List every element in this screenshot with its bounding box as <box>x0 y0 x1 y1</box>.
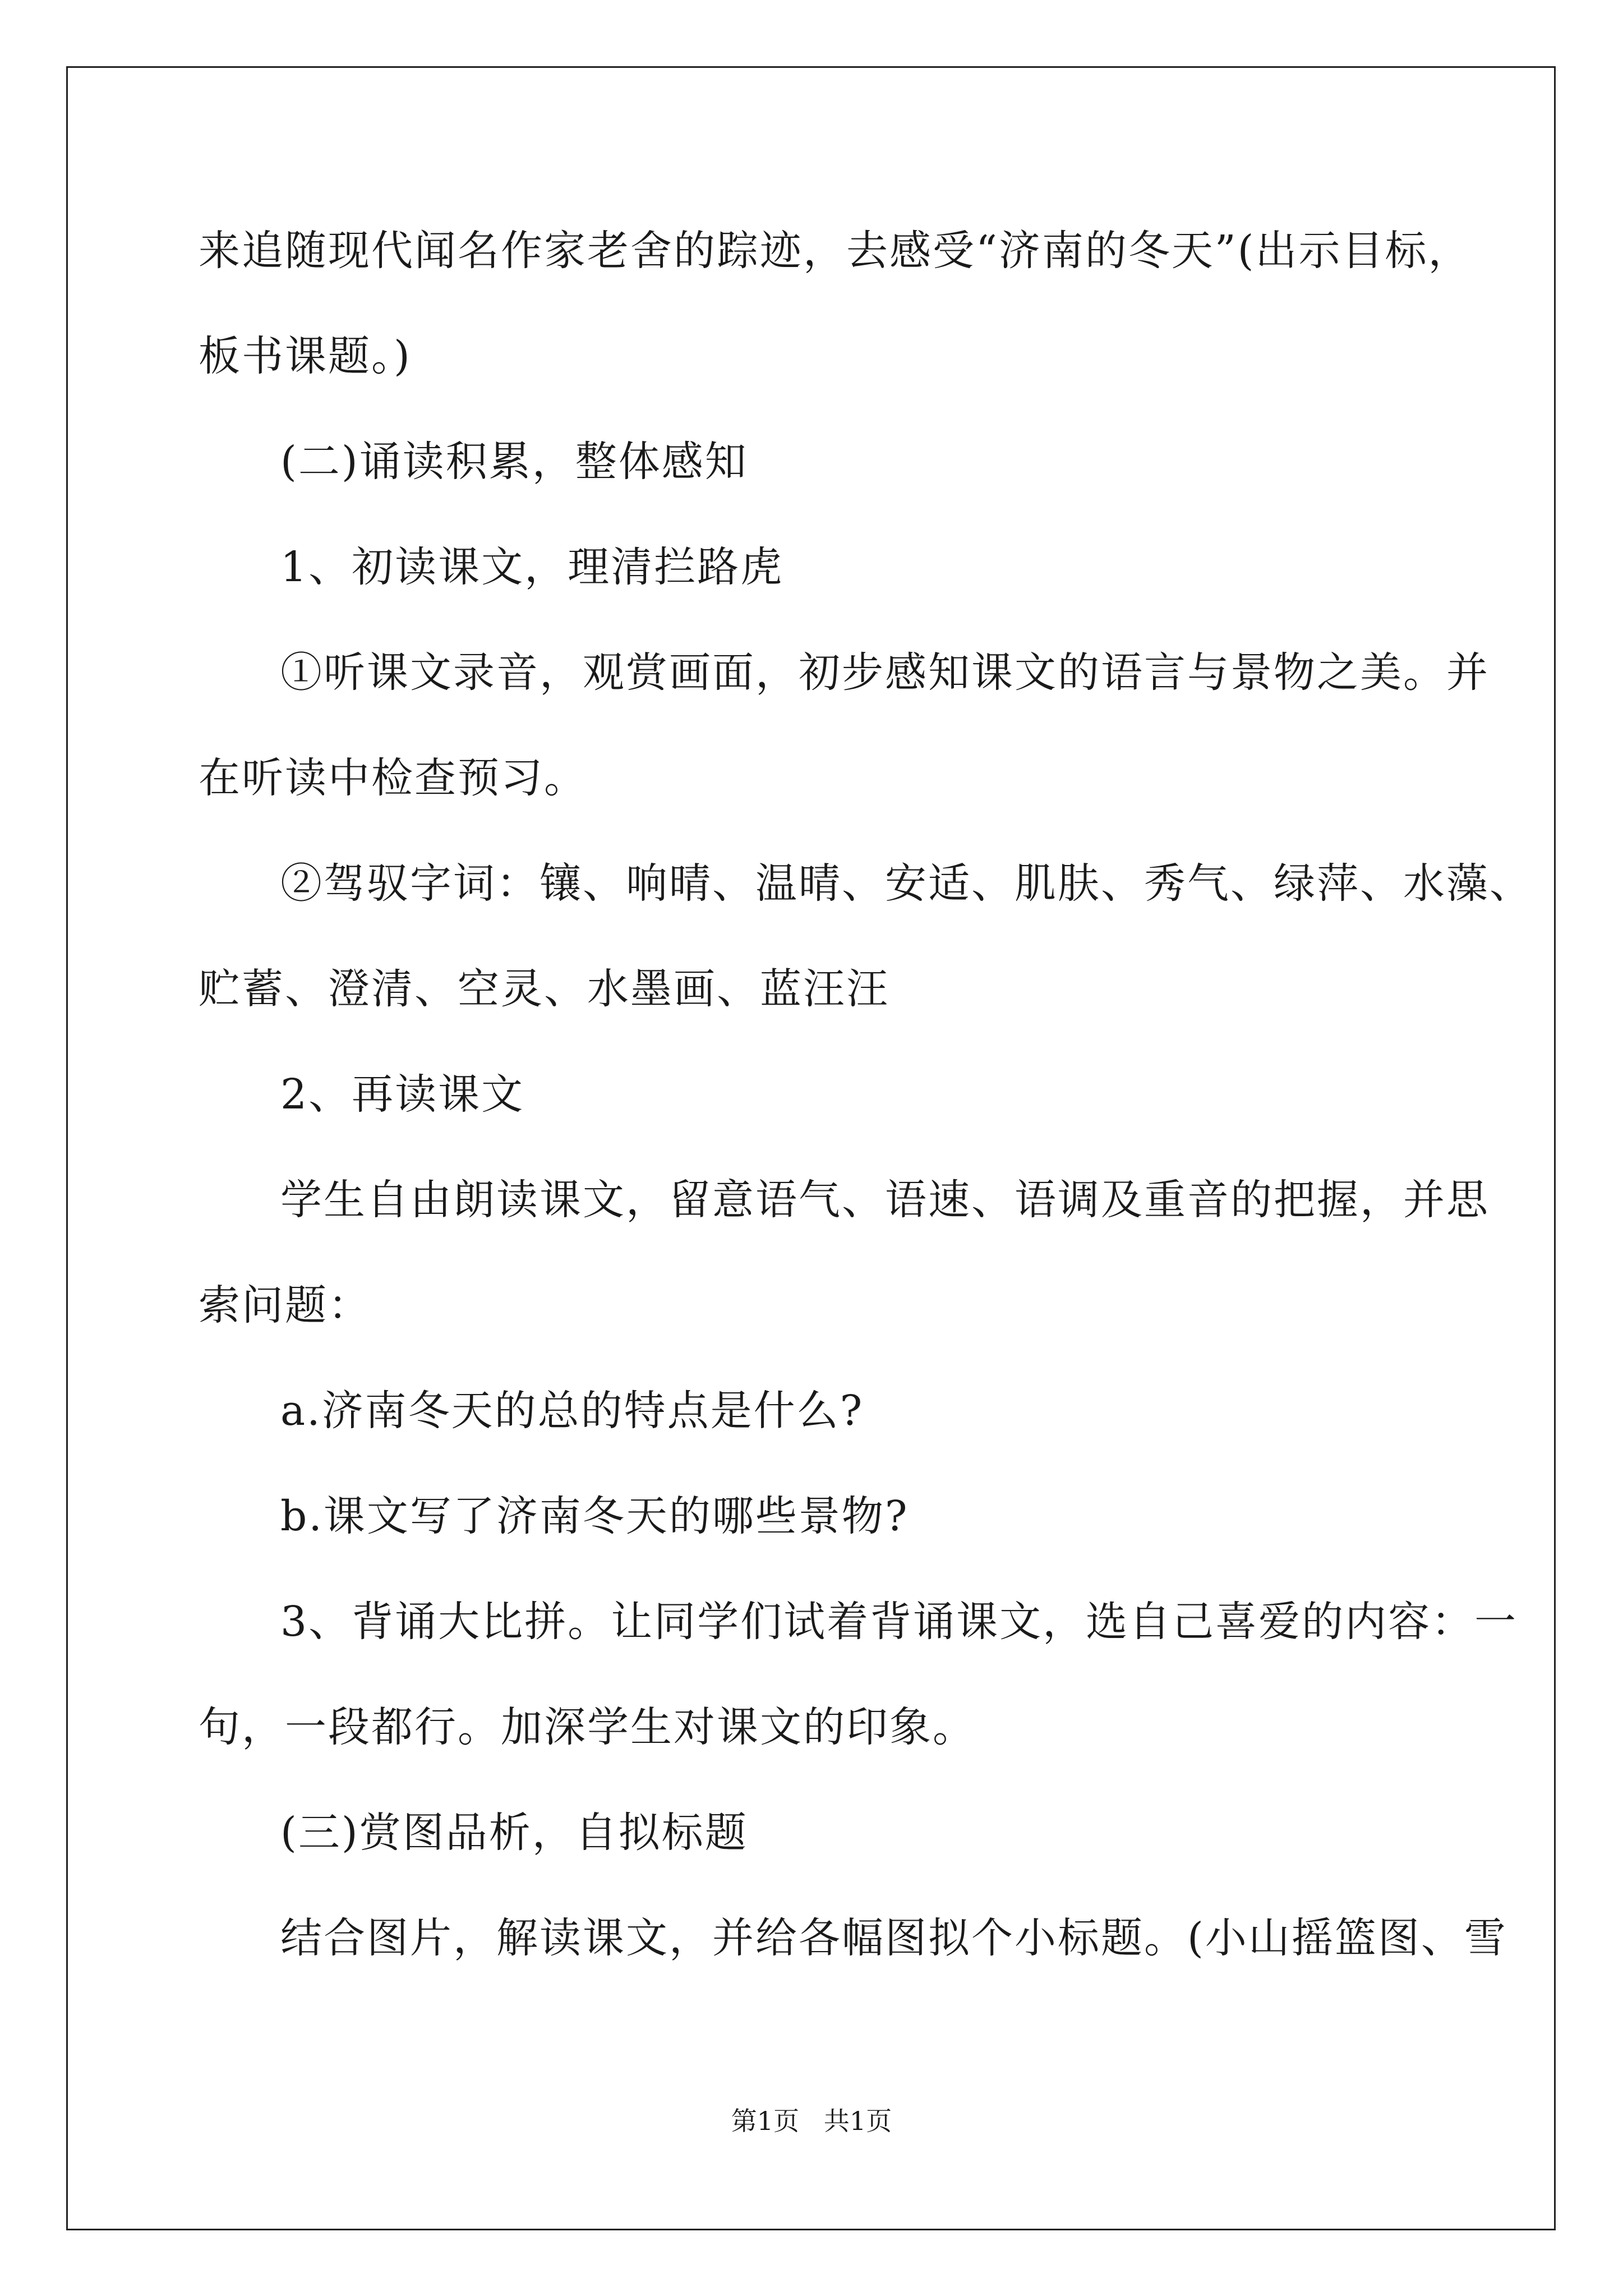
text-line: 结合图片，解读课文，并给各幅图拟个小标题。(小山摇篮图、雪 <box>280 1914 1507 1962</box>
text-line: 贮蓄、澄清、空灵、水墨画、蓝汪汪 <box>199 965 889 1013</box>
text-line: 2、再读课文 <box>280 1070 525 1119</box>
section-heading: (二)诵读积累，整体感知 <box>280 438 748 486</box>
text-line: 索问题： <box>199 1281 371 1329</box>
text-line: 来追随现代闻名作家老舍的踪迹，去感受“济南的冬天”(出示目标， <box>199 227 1472 275</box>
text-line: 3、背诵大比拼。让同学们试着背诵课文，选自己喜爱的内容：一 <box>280 1598 1518 1646</box>
question-item: b.课文写了济南冬天的哪些景物? <box>280 1492 909 1540</box>
page-border <box>66 66 1556 2230</box>
text-line: 在听读中检查预习。 <box>199 754 587 802</box>
text-line: 板书课题。) <box>199 332 412 380</box>
text-line: 句，一段都行。加深学生对课文的印象。 <box>199 1703 976 1751</box>
question-item: a.济南冬天的总的特点是什么? <box>280 1387 864 1435</box>
text-line: ①听课文录音，观赏画面，初步感知课文的语言与景物之美。并 <box>280 648 1490 697</box>
section-heading: (三)赏图品析，自拟标题 <box>280 1809 748 1857</box>
text-line: 1、初读课文，理清拦路虎 <box>280 543 784 591</box>
page-number-footer: 第1页 共1页 <box>731 2106 892 2136</box>
text-line: 学生自由朗读课文，留意语气、语速、语调及重音的把握，并思 <box>280 1176 1490 1224</box>
text-line: ②驾驭字词：镶、响晴、温晴、安适、肌肤、秀气、绿萍、水藻、 <box>280 859 1533 908</box>
